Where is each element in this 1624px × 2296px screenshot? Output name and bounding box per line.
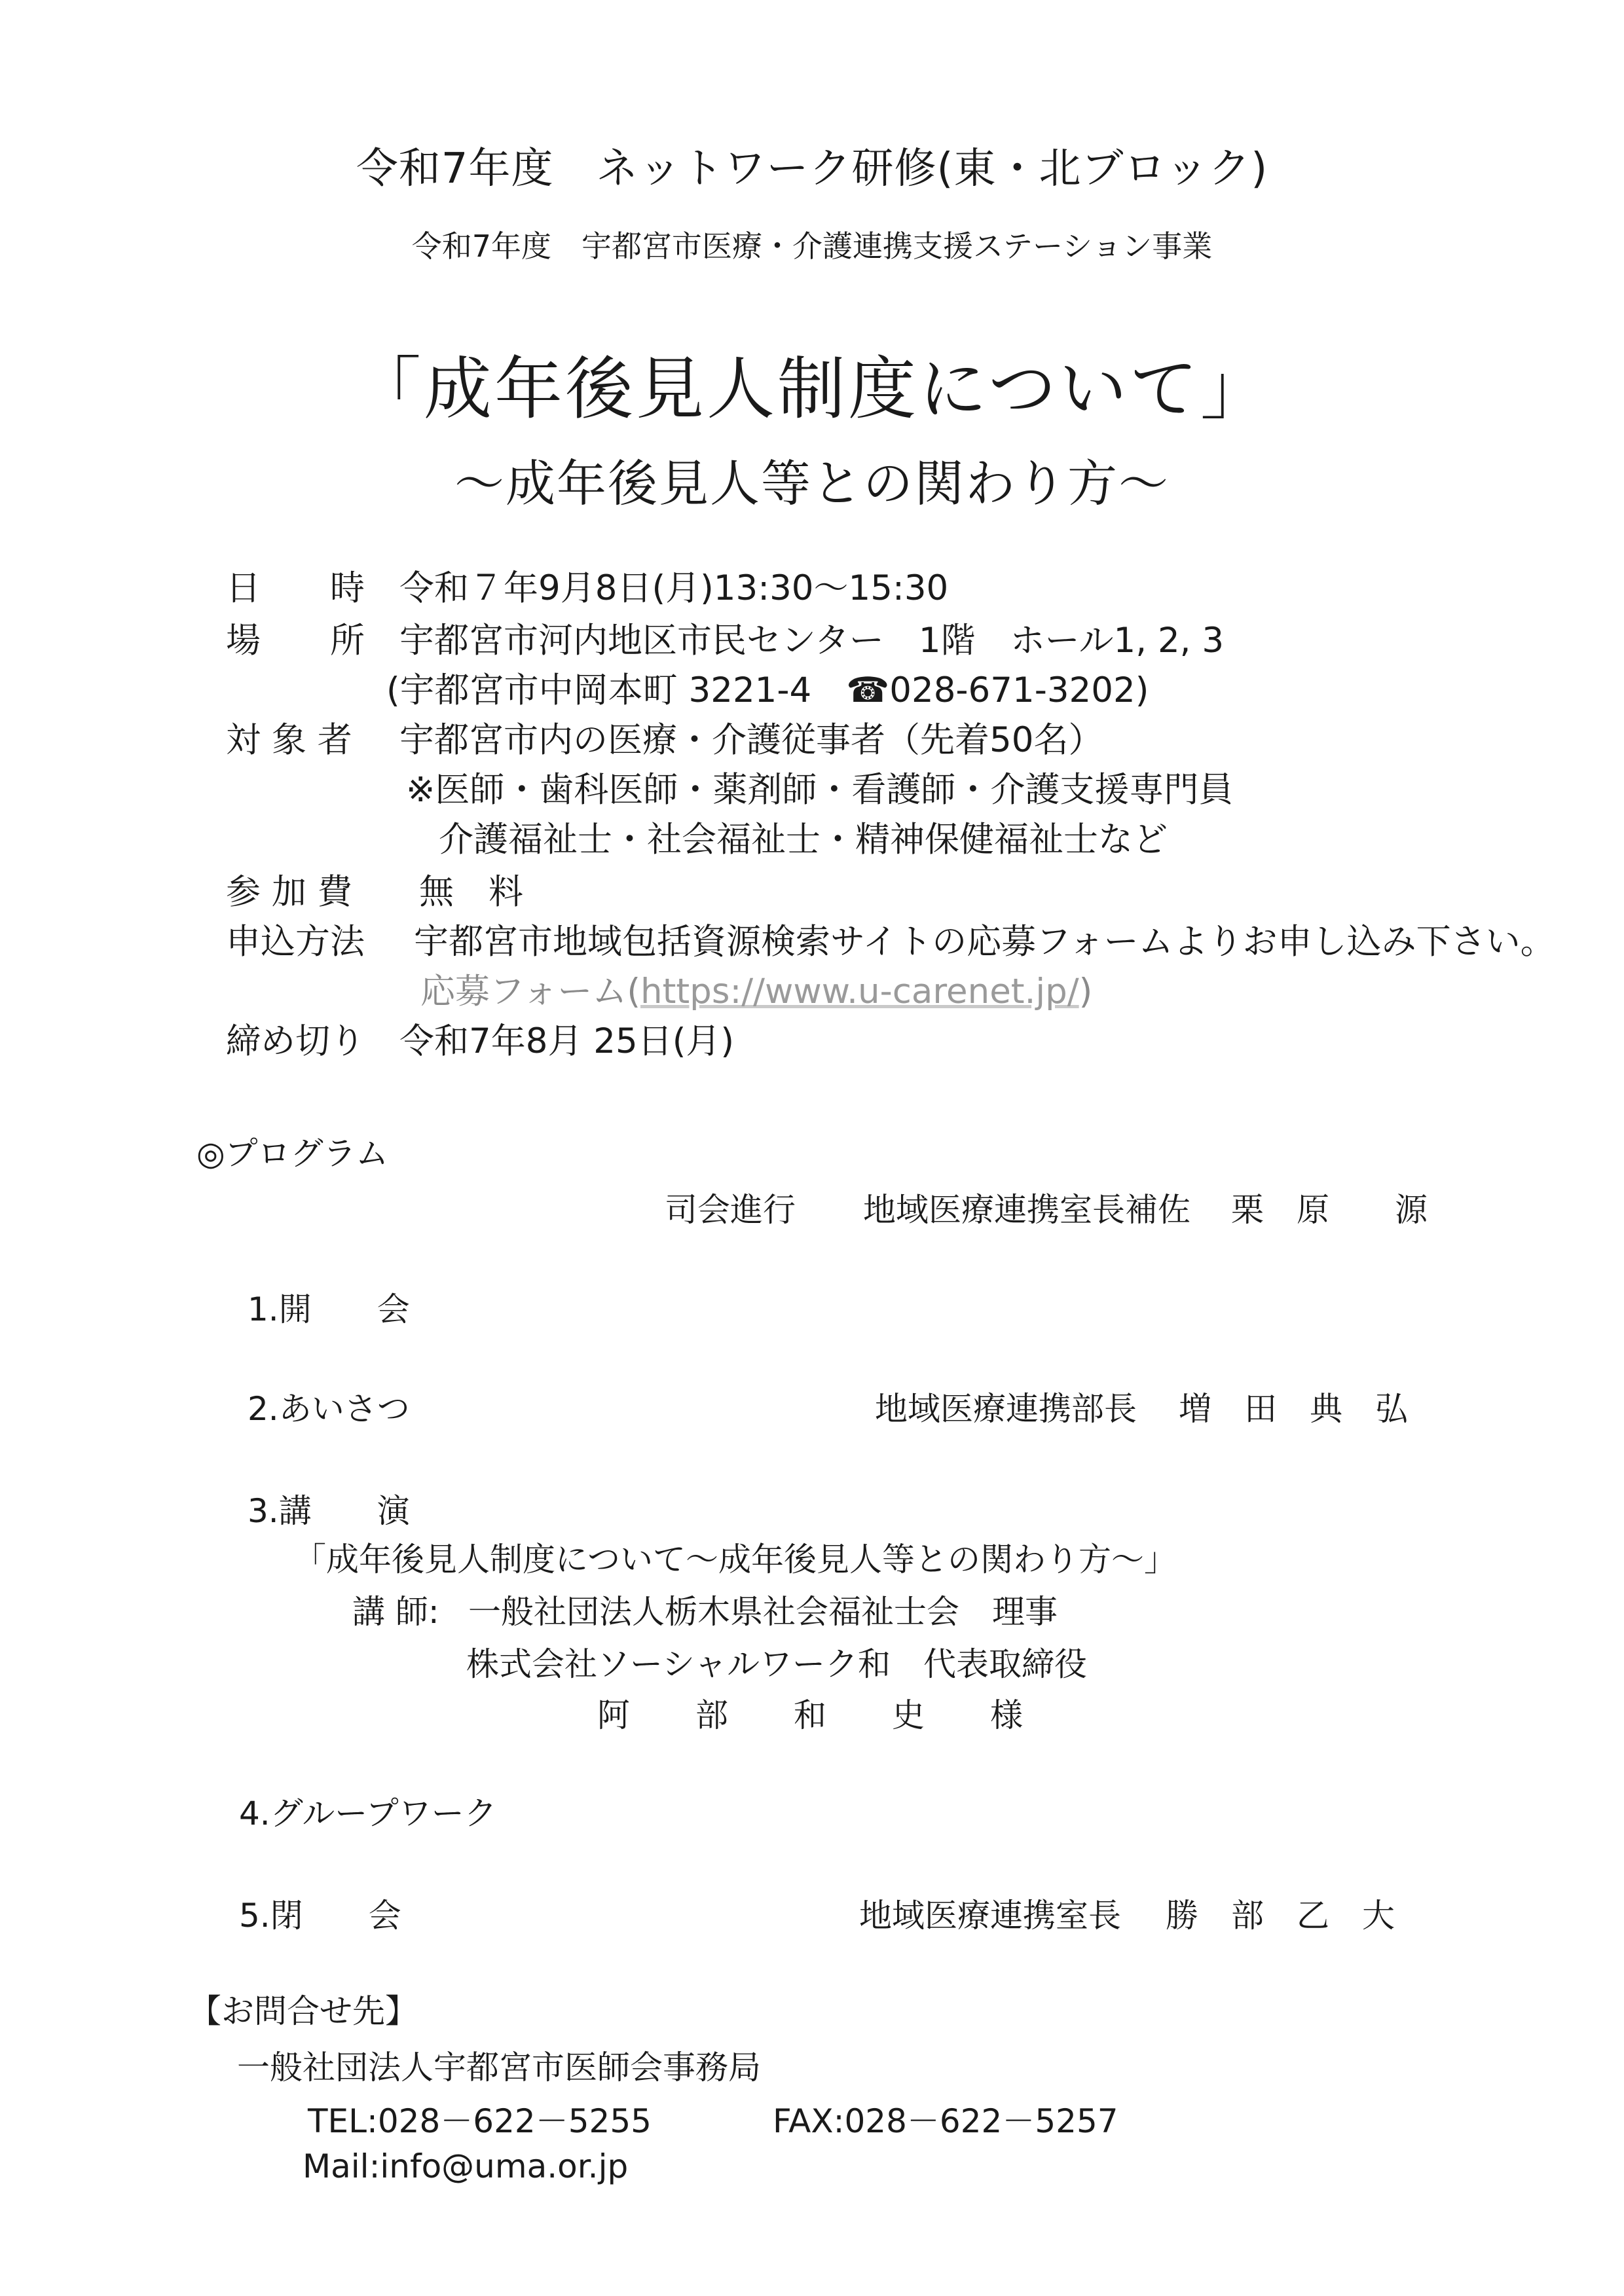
- mc-name: 栗 原 源: [1231, 1191, 1428, 1229]
- contact-org: 一般社団法人宇都宮市医師会事務局: [237, 2049, 761, 2086]
- program-item-1: 1.開 会: [248, 1290, 410, 1328]
- contact-tel: TEL:028－622－5255: [308, 2102, 652, 2140]
- fee-value: 無 料: [419, 872, 523, 912]
- page-subtitle: ～成年後見人等との関わり方～: [454, 454, 1170, 513]
- page-title: 「成年後見人制度について」: [353, 349, 1271, 429]
- program-item-3: 3.講 演: [248, 1492, 410, 1530]
- target-label: 対 象 者: [226, 720, 352, 760]
- greeting-name: 増 田 典 弘: [1179, 1390, 1408, 1428]
- lecturer-label: 講 師:: [352, 1593, 439, 1631]
- target-note2: 介護福祉士・社会福祉士・精神保健福祉士など: [439, 820, 1168, 860]
- lecture-topic: 「成年後見人制度について～成年後見人等との関わり方～」: [293, 1540, 1177, 1578]
- venue-label: 場 所: [226, 621, 365, 661]
- apply-form-link[interactable]: https://www.u-carenet.jp/: [640, 972, 1079, 1011]
- header-line2: 令和7年度 宇都宮市医療・介護連携支援ステーション事業: [411, 228, 1213, 264]
- contact-mail[interactable]: Mail:info@uma.or.jp: [303, 2147, 629, 2185]
- program-heading: ◎プログラム: [196, 1135, 389, 1173]
- program-item-5: 5.閉 会: [239, 1897, 401, 1935]
- mc-title: 地域医療連携室長補佐: [863, 1191, 1190, 1229]
- greeting-title: 地域医療連携部長: [875, 1390, 1137, 1428]
- datetime-value: 令和７年9月8日(月)13:30～15:30: [399, 568, 949, 608]
- closing-name: 勝 部 乙 大: [1166, 1897, 1395, 1935]
- target-note1: ※医師・歯科医師・薬剤師・看護師・介護支援専門員: [406, 770, 1234, 810]
- deadline-label: 締め切り: [226, 1021, 365, 1061]
- mc-role: 司会進行: [665, 1191, 796, 1229]
- header-line1: 令和7年度 ネットワーク研修(東・北ブロック): [356, 145, 1268, 193]
- fee-label: 参 加 費: [226, 872, 352, 912]
- apply-form-prefix: 応募フォーム(: [420, 972, 641, 1011]
- deadline-value: 令和7年8月 25日(月): [399, 1021, 735, 1061]
- apply-form-suffix: ): [1079, 972, 1093, 1011]
- venue-value: 宇都宮市河内地区市民センター 1階 ホール1, 2, 3: [399, 621, 1225, 661]
- apply-label: 申込方法: [226, 922, 365, 962]
- contact-fax: FAX:028－622－5257: [773, 2102, 1118, 2140]
- apply-value: 宇都宮市地域包括資源検索サイトの応募フォームよりお申し込み下さい。: [414, 922, 1555, 962]
- program-item-2: 2.あいさつ: [248, 1390, 410, 1428]
- apply-form-line: [420, 964, 1092, 1013]
- program-item-4: 4.グループワーク: [239, 1795, 497, 1832]
- venue-address: (宇都宮市中岡本町 3221-4 ☎028-671-3202): [386, 670, 1149, 710]
- target-value: 宇都宮市内の医療・介護従事者（先着50名）: [399, 720, 1103, 760]
- closing-title: 地域医療連携室長: [859, 1897, 1121, 1935]
- lecturer-name: 阿 部 和 史 様: [597, 1696, 1023, 1734]
- lecturer-org2: 株式会社ソーシャルワーク和 代表取締役: [466, 1645, 1087, 1683]
- lecturer-org1: 一般社団法人栃木県社会福祉士会 理事: [468, 1593, 1058, 1631]
- contact-heading: 【お問合せ先】: [189, 1992, 418, 2030]
- datetime-label: 日 時: [226, 568, 365, 608]
